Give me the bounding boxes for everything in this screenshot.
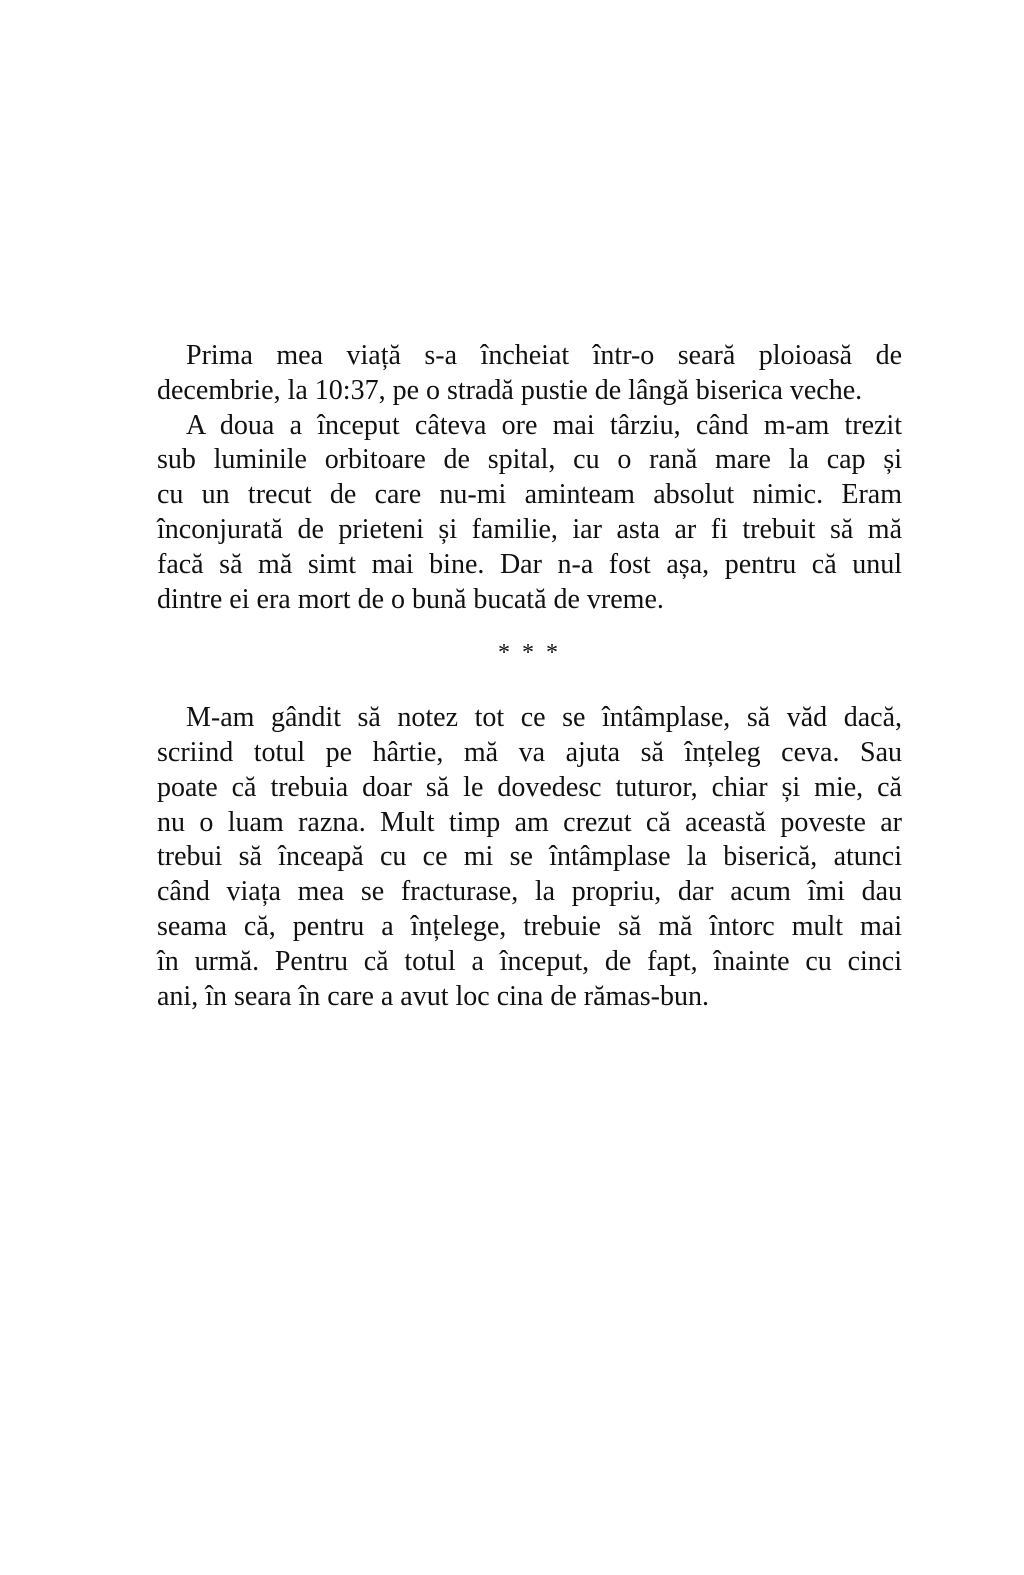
paragraph-1	[157, 339, 902, 409]
section-separator: * * *	[498, 640, 561, 667]
text-line: decembrie, la 10:37, pe o stradă pustie de lângă biserica veche.	[157, 374, 863, 406]
text-line: trebui să înceapă cu ce mi se întâmplase la biserică, atunci	[157, 841, 902, 873]
text-line: A doua a început câteva ore mai târziu, când m-am trezit	[186, 409, 902, 441]
text-line: sub luminile orbitoare de spital, cu o rană mare la cap și	[157, 444, 902, 476]
paragraph-3	[157, 701, 902, 1014]
text-line: M-am gândit să notez tot ce se întâmplase, să văd dacă,	[186, 702, 902, 734]
text-line: dintre ei era mort de o bună bucată de vreme.	[157, 583, 664, 615]
text-line: facă să mă simt mai bine. Dar n-a fost așa, pentru că unul	[157, 548, 902, 580]
book-page-body	[157, 339, 902, 1014]
text-line: seama că, pentru a înțelege, trebuie să mă întorc mult mai	[157, 910, 902, 942]
text-line: nu o luam razna. Mult timp am crezut că această poveste ar	[157, 806, 902, 838]
text-line: poate că trebuia doar să le dovedesc tuturor, chiar și mie, că	[157, 771, 902, 803]
text-line: când viața mea se fracturase, la propriu, dar acum îmi dau	[157, 876, 902, 908]
paragraph-2	[157, 409, 902, 618]
text-line: în urmă. Pentru că totul a început, de fapt, înainte cu cinci	[157, 945, 902, 977]
text-line: Prima mea viață s-a încheiat într-o seară ploioasă de	[186, 340, 902, 371]
text-line: înconjurată de prieteni și familie, iar asta ar fi trebuit să mă	[157, 513, 902, 545]
text-line: ani, în seara în care a avut loc cina de rămas-bun.	[157, 980, 709, 1012]
text-line: cu un trecut de care nu-mi aminteam absolut nimic. Eram	[157, 479, 902, 511]
text-line: scriind totul pe hârtie, mă va ajuta să înțeleg ceva. Sau	[157, 736, 902, 768]
